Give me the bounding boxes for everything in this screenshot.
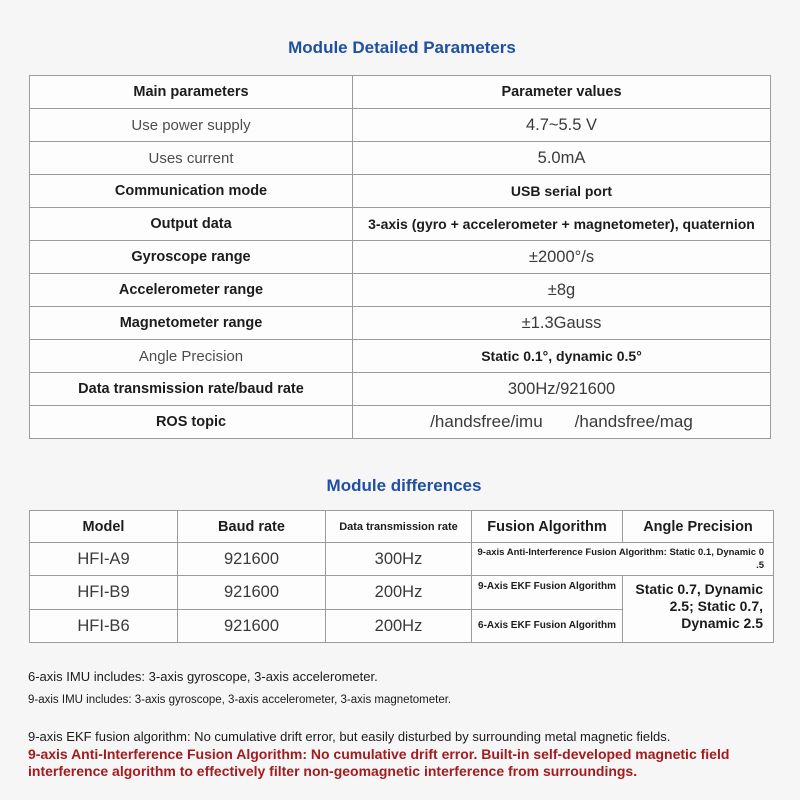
param-row-power-supply [30, 109, 771, 142]
ros-topic-mag: /handsfree/mag [574, 412, 693, 431]
parameters-title: Module Detailed Parameters [288, 38, 516, 57]
param-value: 5.0mA [353, 142, 771, 175]
note-ekf-algorithm: 9-axis EKF fusion algorithm: No cumulative drift error, but easily disturbed by surrounding metal magnetic fields. [28, 729, 671, 744]
param-label: Magnetometer range [30, 307, 353, 340]
param-value: 4.7~5.5 V [353, 109, 771, 142]
param-row-angle-precision [30, 340, 771, 373]
differences-title: Module differences [326, 476, 482, 495]
model-row-hfi-b9 [30, 576, 774, 610]
param-row-current [30, 142, 771, 175]
param-label: Output data [30, 208, 353, 241]
fusion-precision-cell [472, 543, 774, 576]
param-label: Angle Precision [30, 340, 353, 373]
parameters-header-row [30, 76, 771, 109]
note-6-axis-imu: 6-axis IMU includes: 3-axis gyroscope, 3-axis accelerometer. [28, 669, 378, 684]
differences-header-row [30, 511, 774, 543]
model-cell: HFI-B9 [30, 576, 178, 610]
note-anti-interference-algorithm: 9-axis Anti-Interference Fusion Algorithm: No cumulative drift error. Built-in self-developed magnetic field interference algorithm to effectively filter non-geomagnetic interference from surroundings. [28, 746, 730, 779]
baud-rate-cell: 921600 [178, 610, 326, 643]
param-row-gyroscope-range [30, 241, 771, 274]
param-row-magnetometer-range [30, 307, 771, 340]
header-data-rate: Data transmission rate [326, 511, 472, 543]
param-value: Static 0.1°, dynamic 0.5° [353, 340, 771, 373]
param-row-communication [30, 175, 771, 208]
header-angle-precision: Angle Precision [623, 511, 774, 543]
param-value: 300Hz/921600 [353, 373, 771, 406]
param-label: Data transmission rate/baud rate [30, 373, 353, 406]
param-label: Uses current [30, 142, 353, 175]
header-fusion-algorithm: Fusion Algorithm [472, 511, 623, 543]
header-parameter-values: Parameter values [353, 76, 771, 109]
param-value: 3-axis (gyro + accelerometer + magnetometer), quaternion [353, 208, 771, 241]
header-model: Model [30, 511, 178, 543]
param-value: ±8g [353, 274, 771, 307]
param-row-accelerometer-range [30, 274, 771, 307]
param-value: USB serial port [353, 175, 771, 208]
param-value: ±2000°/s [353, 241, 771, 274]
param-label: ROS topic [30, 406, 353, 439]
model-cell: HFI-B6 [30, 610, 178, 643]
differences-table [29, 510, 774, 643]
param-label: Use power supply [30, 109, 353, 142]
model-row-hfi-a9 [30, 543, 774, 576]
param-row-ros-topic [30, 406, 771, 439]
parameters-table [29, 75, 771, 439]
ros-topic-values [353, 406, 771, 439]
param-label: Communication mode [30, 175, 353, 208]
fusion-precision-line: 9-axis Anti-Interference Fusion Algorithm: Static 0.1, Dynamic 0 [477, 547, 764, 558]
fusion-algorithm-cell: 6-Axis EKF Fusion Algorithm [472, 610, 623, 643]
param-value: ±1.3Gauss [353, 307, 771, 340]
baud-rate-cell: 921600 [178, 543, 326, 576]
model-cell: HFI-A9 [30, 543, 178, 576]
data-rate-cell: 300Hz [326, 543, 472, 576]
fusion-algorithm-cell: 9-Axis EKF Fusion Algorithm [472, 576, 623, 610]
param-row-transmission-rate [30, 373, 771, 406]
param-label: Gyroscope range [30, 241, 353, 274]
fusion-precision-line: .5 [756, 560, 764, 571]
param-label: Accelerometer range [30, 274, 353, 307]
ros-topic-imu: /handsfree/imu [430, 412, 543, 431]
header-main-parameters: Main parameters [30, 76, 353, 109]
header-baud-rate: Baud rate [178, 511, 326, 543]
data-rate-cell: 200Hz [326, 576, 472, 610]
angle-precision-merged-cell: Static 0.7, Dynamic 2.5; Static 0.7, Dynamic 2.5 [623, 576, 774, 643]
baud-rate-cell: 921600 [178, 576, 326, 610]
note-9-axis-imu: 9-axis IMU includes: 3-axis gyroscope, 3-axis accelerometer, 3-axis magnetometer. [28, 694, 452, 706]
data-rate-cell: 200Hz [326, 610, 472, 643]
param-row-output-data [30, 208, 771, 241]
